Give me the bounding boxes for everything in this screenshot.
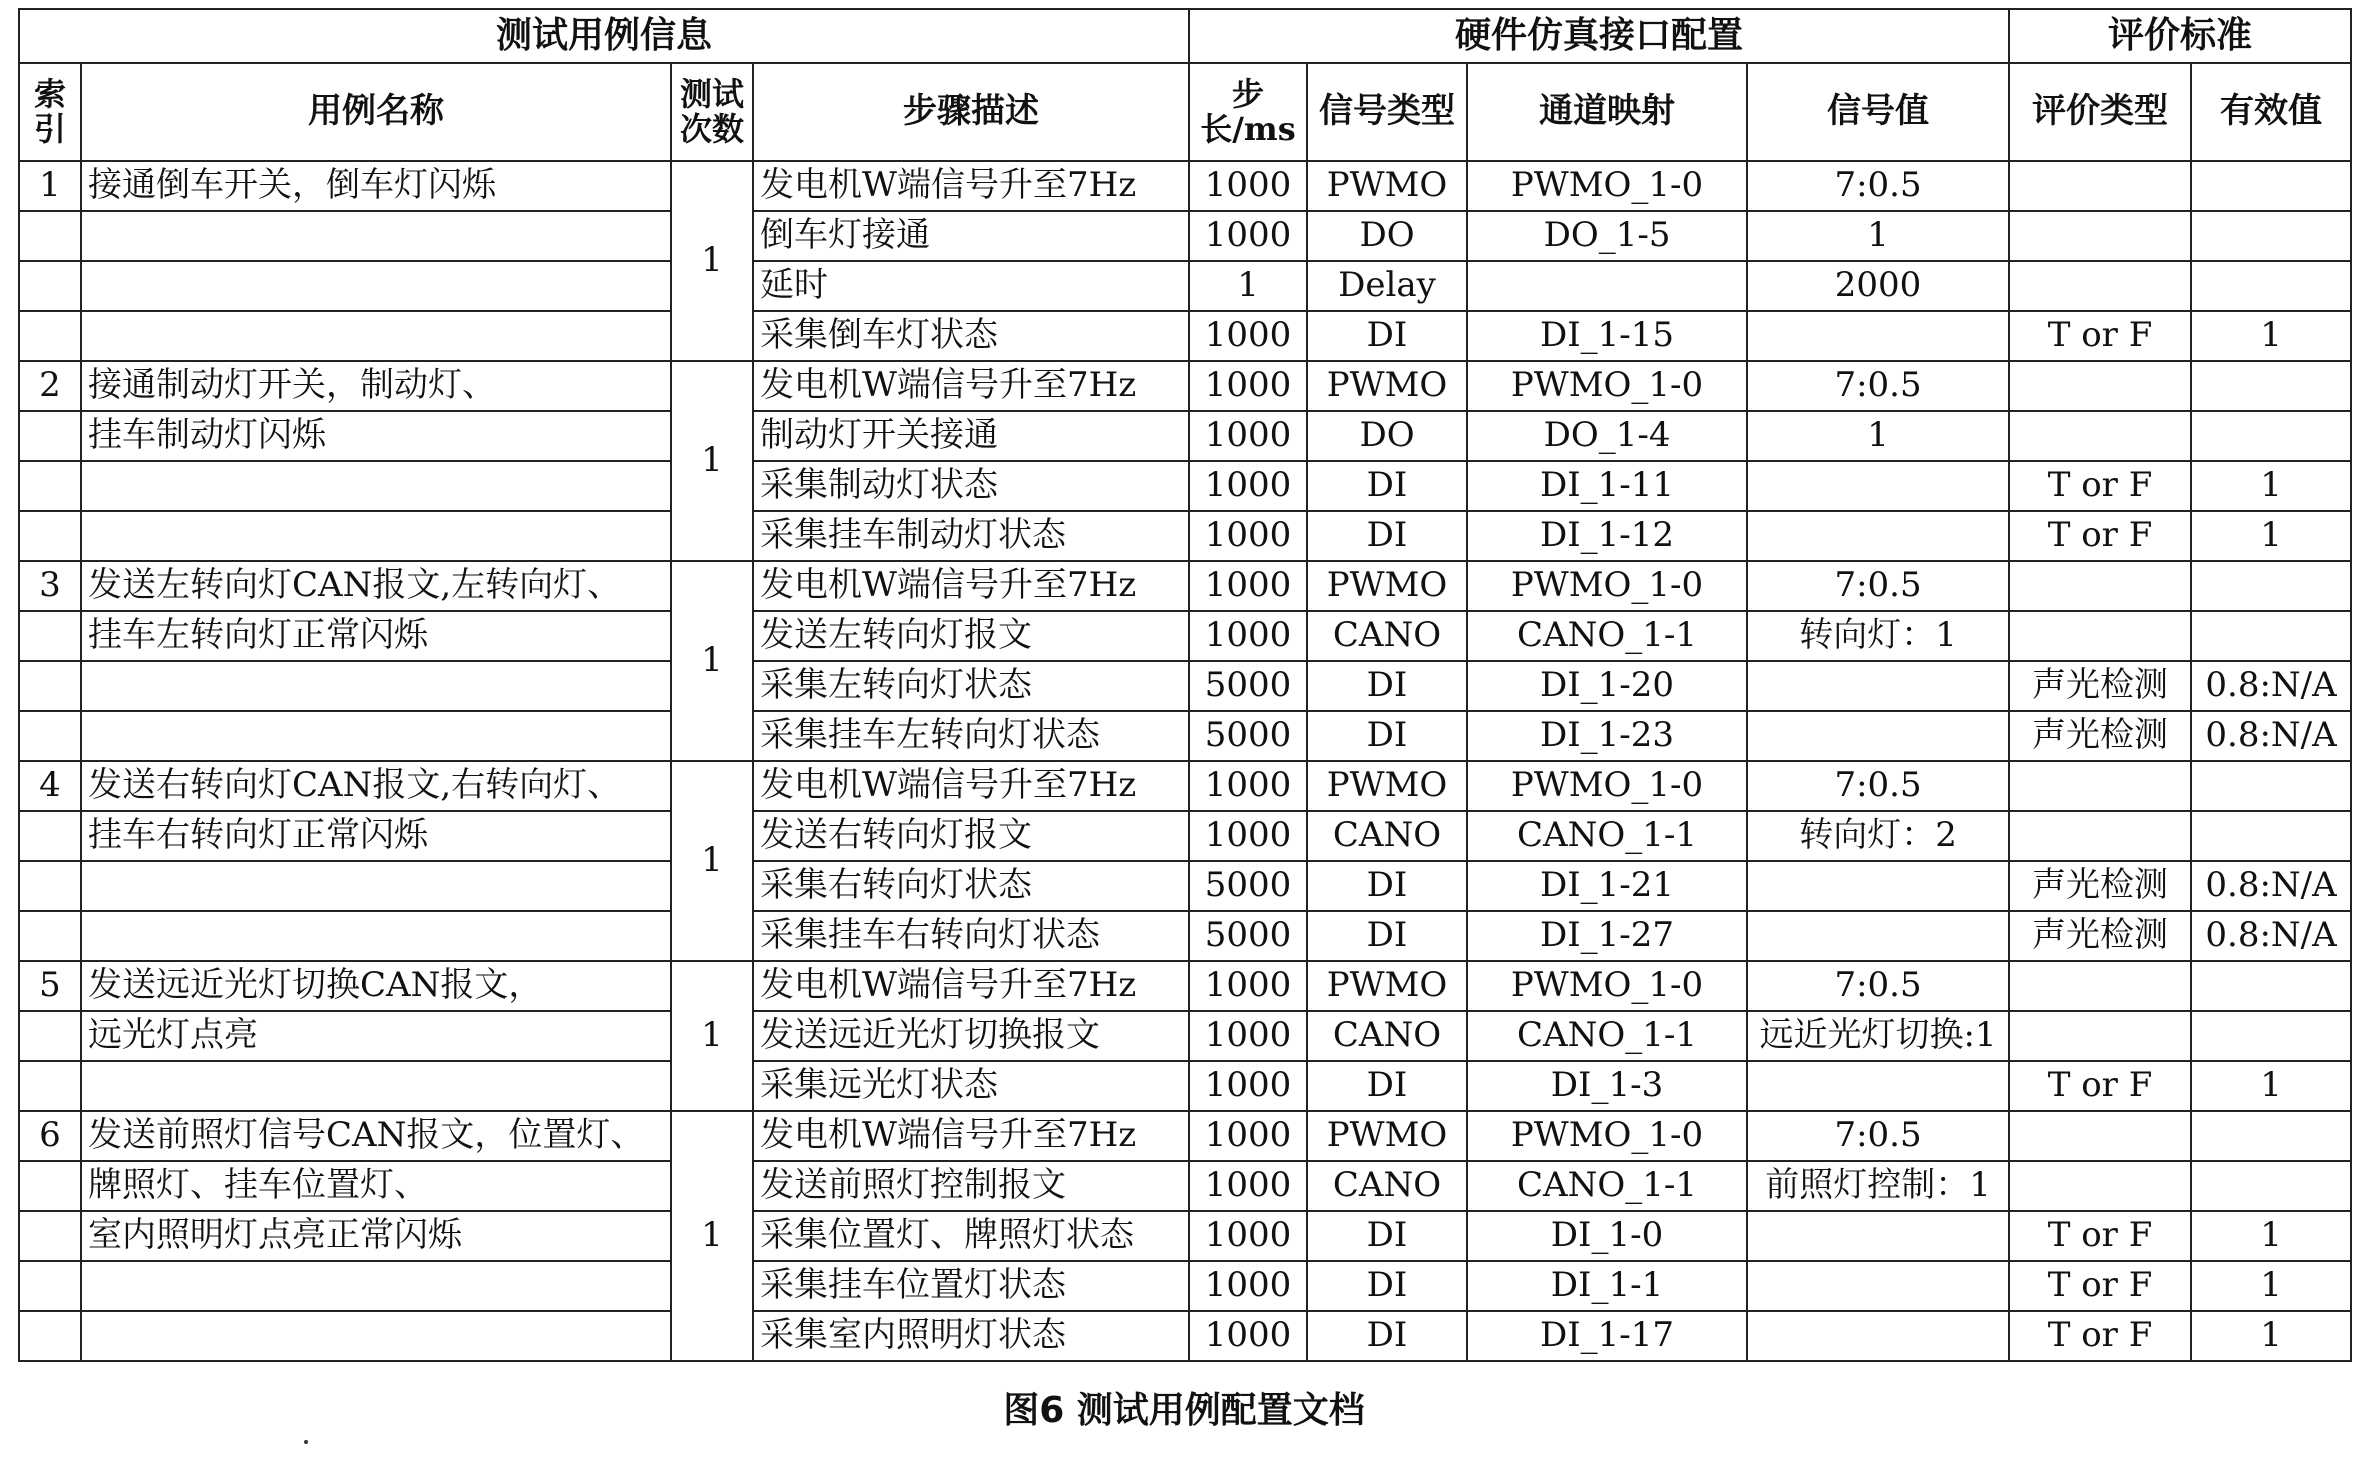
case-index-cell (19, 1061, 81, 1111)
signal-type-cell: DI (1307, 511, 1467, 561)
valid-value-cell: 0.8:N/A (2191, 861, 2351, 911)
eval-type-cell (2009, 1111, 2191, 1161)
channel-cell: DI_1-1 (1467, 1261, 1747, 1311)
eval-type-cell: 声光检测 (2009, 661, 2191, 711)
step-desc-cell: 发电机W端信号升至7Hz (753, 961, 1189, 1011)
case-index-cell (19, 1011, 81, 1061)
col-header-test-count: 测试次数 (671, 63, 753, 161)
signal-value-cell: 1 (1747, 411, 2009, 461)
signal-value-cell: 7:0.5 (1747, 361, 2009, 411)
channel-cell: DO_1-4 (1467, 411, 1747, 461)
channel-cell: PWMO_1-0 (1467, 561, 1747, 611)
signal-value-cell: 转向灯：2 (1747, 811, 2009, 861)
step-desc-cell: 发电机W端信号升至7Hz (753, 161, 1189, 211)
test-count-cell: 1 (671, 361, 753, 561)
signal-value-cell: 2000 (1747, 261, 2009, 311)
test-count-cell: 1 (671, 761, 753, 961)
eval-type-cell (2009, 161, 2191, 211)
signal-value-cell (1747, 1211, 2009, 1261)
case-name-cell: 发送前照灯信号CAN报文，位置灯、 (81, 1111, 671, 1161)
case-name-cell (81, 211, 671, 261)
figure-caption: 图6 测试用例配置文档 (1003, 1390, 1365, 1431)
channel-cell: PWMO_1-0 (1467, 1111, 1747, 1161)
test-case-table (18, 8, 2352, 1362)
step-desc-cell: 制动灯开关接通 (753, 411, 1189, 461)
step-ms-cell: 5000 (1189, 711, 1307, 761)
channel-cell: PWMO_1-0 (1467, 161, 1747, 211)
step-ms-cell: 1000 (1189, 1211, 1307, 1261)
valid-value-cell (2191, 811, 2351, 861)
stray-dot (304, 1440, 308, 1444)
table-row (19, 811, 2351, 861)
case-index-cell: 1 (19, 161, 81, 211)
valid-value-cell: 1 (2191, 311, 2351, 361)
col-header-signal-value: 信号值 (1747, 63, 2009, 161)
table-row (19, 1111, 2351, 1161)
step-ms-cell: 1000 (1189, 161, 1307, 211)
signal-type-cell: PWMO (1307, 561, 1467, 611)
step-desc-cell: 采集倒车灯状态 (753, 311, 1189, 361)
valid-value-cell (2191, 1111, 2351, 1161)
valid-value-cell (2191, 561, 2351, 611)
step-ms-cell: 1000 (1189, 1311, 1307, 1361)
signal-type-cell: DO (1307, 211, 1467, 261)
step-desc-cell: 采集位置灯、牌照灯状态 (753, 1211, 1189, 1261)
table-row (19, 211, 2351, 261)
channel-cell: DO_1-5 (1467, 211, 1747, 261)
case-index-cell (19, 261, 81, 311)
table-row (19, 311, 2351, 361)
table-row (19, 261, 2351, 311)
channel-cell: PWMO_1-0 (1467, 961, 1747, 1011)
step-ms-cell: 5000 (1189, 861, 1307, 911)
signal-value-cell (1747, 911, 2009, 961)
table-row (19, 1011, 2351, 1061)
test-case-body (19, 161, 2351, 1361)
signal-value-cell (1747, 1261, 2009, 1311)
col-header-case-name: 用例名称 (81, 63, 671, 161)
step-desc-cell: 发电机W端信号升至7Hz (753, 1111, 1189, 1161)
signal-type-cell: DI (1307, 1061, 1467, 1111)
eval-type-cell (2009, 211, 2191, 261)
step-ms-cell: 1000 (1189, 1111, 1307, 1161)
valid-value-cell (2191, 211, 2351, 261)
case-name-cell: 发送远近光灯切换CAN报文， (81, 961, 671, 1011)
col-header-signal-type: 信号类型 (1307, 63, 1467, 161)
signal-type-cell: DI (1307, 861, 1467, 911)
step-ms-cell: 1000 (1189, 1011, 1307, 1061)
valid-value-cell (2191, 161, 2351, 211)
step-desc-cell: 采集挂车右转向灯状态 (753, 911, 1189, 961)
case-name-cell: 接通倒车开关，倒车灯闪烁 (81, 161, 671, 211)
case-name-cell (81, 1261, 671, 1311)
case-index-cell (19, 461, 81, 511)
step-desc-cell: 发送左转向灯报文 (753, 611, 1189, 661)
case-index-cell (19, 1161, 81, 1211)
step-ms-cell: 1000 (1189, 961, 1307, 1011)
case-index-cell (19, 411, 81, 461)
eval-type-cell: T or F (2009, 311, 2191, 361)
case-name-cell: 挂车左转向灯正常闪烁 (81, 611, 671, 661)
table-row (19, 761, 2351, 811)
signal-type-cell: DO (1307, 411, 1467, 461)
case-name-cell (81, 461, 671, 511)
signal-type-cell: DI (1307, 911, 1467, 961)
step-desc-cell: 发送前照灯控制报文 (753, 1161, 1189, 1211)
eval-type-cell (2009, 261, 2191, 311)
signal-type-cell: CANO (1307, 611, 1467, 661)
table-row (19, 1161, 2351, 1211)
eval-type-cell (2009, 761, 2191, 811)
step-ms-cell: 1000 (1189, 311, 1307, 361)
valid-value-cell (2191, 361, 2351, 411)
table-row (19, 411, 2351, 461)
step-ms-cell: 5000 (1189, 911, 1307, 961)
eval-type-cell (2009, 611, 2191, 661)
step-desc-cell: 发电机W端信号升至7Hz (753, 361, 1189, 411)
step-ms-cell: 1000 (1189, 561, 1307, 611)
step-ms-cell: 1000 (1189, 761, 1307, 811)
signal-value-cell: 7:0.5 (1747, 561, 2009, 611)
eval-type-cell: T or F (2009, 461, 2191, 511)
case-name-cell (81, 311, 671, 361)
eval-type-cell (2009, 561, 2191, 611)
step-ms-cell: 1000 (1189, 411, 1307, 461)
step-desc-cell: 采集制动灯状态 (753, 461, 1189, 511)
case-name-cell: 发送右转向灯CAN报文,右转向灯、 (81, 761, 671, 811)
case-index-cell (19, 511, 81, 561)
case-index-cell (19, 1261, 81, 1311)
step-ms-cell: 1 (1189, 261, 1307, 311)
case-index-cell: 6 (19, 1111, 81, 1161)
signal-type-cell: PWMO (1307, 961, 1467, 1011)
valid-value-cell (2191, 611, 2351, 661)
eval-type-cell: 声光检测 (2009, 711, 2191, 761)
valid-value-cell: 0.8:N/A (2191, 661, 2351, 711)
signal-value-cell: 7:0.5 (1747, 761, 2009, 811)
col-header-index: 索引 (19, 63, 81, 161)
table-row (19, 1261, 2351, 1311)
step-ms-cell: 1000 (1189, 511, 1307, 561)
channel-cell: DI_1-27 (1467, 911, 1747, 961)
signal-type-cell: DI (1307, 461, 1467, 511)
step-desc-cell: 延时 (753, 261, 1189, 311)
signal-type-cell: DI (1307, 711, 1467, 761)
step-ms-cell: 1000 (1189, 811, 1307, 861)
signal-value-cell (1747, 661, 2009, 711)
eval-type-cell: 声光检测 (2009, 911, 2191, 961)
eval-type-cell: T or F (2009, 1311, 2191, 1361)
signal-value-cell: 转向灯：1 (1747, 611, 2009, 661)
eval-type-cell: T or F (2009, 1261, 2191, 1311)
valid-value-cell: 1 (2191, 1261, 2351, 1311)
step-desc-cell: 采集右转向灯状态 (753, 861, 1189, 911)
channel-cell: DI_1-15 (1467, 311, 1747, 361)
signal-type-cell: CANO (1307, 1161, 1467, 1211)
signal-type-cell: PWMO (1307, 1111, 1467, 1161)
signal-value-cell: 7:0.5 (1747, 961, 2009, 1011)
case-index-cell: 2 (19, 361, 81, 411)
signal-value-cell (1747, 861, 2009, 911)
table-row (19, 661, 2351, 711)
signal-type-cell: DI (1307, 1261, 1467, 1311)
col-header-channel: 通道映射 (1467, 63, 1747, 161)
case-index-cell (19, 861, 81, 911)
channel-cell (1467, 261, 1747, 311)
step-desc-cell: 采集室内照明灯状态 (753, 1311, 1189, 1361)
table-row (19, 161, 2351, 211)
case-index-cell (19, 911, 81, 961)
case-index-cell (19, 1311, 81, 1361)
table-row (19, 861, 2351, 911)
signal-type-cell: PWMO (1307, 361, 1467, 411)
case-name-cell (81, 511, 671, 561)
eval-type-cell (2009, 411, 2191, 461)
eval-type-cell (2009, 811, 2191, 861)
channel-cell: DI_1-17 (1467, 1311, 1747, 1361)
case-name-cell: 远光灯点亮 (81, 1011, 671, 1061)
eval-type-cell: T or F (2009, 1061, 2191, 1111)
signal-type-cell: DI (1307, 661, 1467, 711)
valid-value-cell (2191, 261, 2351, 311)
case-index-cell (19, 311, 81, 361)
signal-type-cell: CANO (1307, 1011, 1467, 1061)
channel-cell: DI_1-21 (1467, 861, 1747, 911)
table-row (19, 911, 2351, 961)
step-ms-cell: 1000 (1189, 611, 1307, 661)
signal-value-cell (1747, 461, 2009, 511)
signal-value-cell (1747, 711, 2009, 761)
signal-type-cell: DI (1307, 1311, 1467, 1361)
valid-value-cell: 1 (2191, 1061, 2351, 1111)
test-count-cell: 1 (671, 561, 753, 761)
case-index-cell (19, 211, 81, 261)
table-row (19, 611, 2351, 661)
table-row (19, 961, 2351, 1011)
table-row (19, 361, 2351, 411)
case-name-cell: 挂车制动灯闪烁 (81, 411, 671, 461)
col-header-step-ms: 步长/ms (1189, 63, 1307, 161)
case-name-cell: 接通制动灯开关，制动灯、 (81, 361, 671, 411)
signal-value-cell (1747, 1311, 2009, 1361)
signal-value-cell (1747, 1061, 2009, 1111)
col-header-valid-value: 有效值 (2191, 63, 2351, 161)
step-desc-cell: 发送远近光灯切换报文 (753, 1011, 1189, 1061)
channel-cell: CANO_1-1 (1467, 811, 1747, 861)
case-name-cell (81, 861, 671, 911)
test-count-cell: 1 (671, 1111, 753, 1361)
signal-value-cell: 远近光灯切换:1 (1747, 1011, 2009, 1061)
step-ms-cell: 5000 (1189, 661, 1307, 711)
step-ms-cell: 1000 (1189, 211, 1307, 261)
test-count-cell: 1 (671, 961, 753, 1111)
signal-type-cell: CANO (1307, 811, 1467, 861)
valid-value-cell (2191, 961, 2351, 1011)
valid-value-cell: 0.8:N/A (2191, 911, 2351, 961)
valid-value-cell: 1 (2191, 511, 2351, 561)
eval-type-cell: T or F (2009, 1211, 2191, 1261)
signal-value-cell: 7:0.5 (1747, 1111, 2009, 1161)
valid-value-cell: 0.8:N/A (2191, 711, 2351, 761)
step-desc-cell: 采集挂车制动灯状态 (753, 511, 1189, 561)
case-name-cell (81, 1061, 671, 1111)
eval-type-cell: 声光检测 (2009, 861, 2191, 911)
column-header-row (19, 63, 2351, 161)
group-header-hw-config: 硬件仿真接口配置 (1189, 9, 2009, 63)
step-ms-cell: 1000 (1189, 361, 1307, 411)
col-header-eval-type: 评价类型 (2009, 63, 2191, 161)
col-header-step-desc: 步骤描述 (753, 63, 1189, 161)
case-name-cell (81, 911, 671, 961)
case-name-cell (81, 711, 671, 761)
signal-type-cell: PWMO (1307, 761, 1467, 811)
eval-type-cell: T or F (2009, 511, 2191, 561)
eval-type-cell (2009, 361, 2191, 411)
channel-cell: DI_1-23 (1467, 711, 1747, 761)
channel-cell: CANO_1-1 (1467, 611, 1747, 661)
valid-value-cell (2191, 411, 2351, 461)
channel-cell: DI_1-3 (1467, 1061, 1747, 1111)
signal-type-cell: Delay (1307, 261, 1467, 311)
channel-cell: PWMO_1-0 (1467, 361, 1747, 411)
case-name-cell (81, 261, 671, 311)
case-index-cell: 4 (19, 761, 81, 811)
table-row (19, 461, 2351, 511)
step-desc-cell: 倒车灯接通 (753, 211, 1189, 261)
case-name-cell: 挂车右转向灯正常闪烁 (81, 811, 671, 861)
valid-value-cell (2191, 1011, 2351, 1061)
signal-value-cell: 1 (1747, 211, 2009, 261)
group-header-case-info: 测试用例信息 (19, 9, 1189, 63)
step-desc-cell: 采集挂车左转向灯状态 (753, 711, 1189, 761)
valid-value-cell: 1 (2191, 461, 2351, 511)
step-ms-cell: 1000 (1189, 1261, 1307, 1311)
table-row (19, 1211, 2351, 1261)
signal-value-cell: 前照灯控制：1 (1747, 1161, 2009, 1211)
signal-value-cell (1747, 511, 2009, 561)
table-row (19, 711, 2351, 761)
channel-cell: CANO_1-1 (1467, 1011, 1747, 1061)
valid-value-cell: 1 (2191, 1211, 2351, 1261)
step-desc-cell: 采集左转向灯状态 (753, 661, 1189, 711)
table-row (19, 1311, 2351, 1361)
channel-cell: DI_1-0 (1467, 1211, 1747, 1261)
step-desc-cell: 发电机W端信号升至7Hz (753, 561, 1189, 611)
case-name-cell (81, 661, 671, 711)
step-desc-cell: 采集远光灯状态 (753, 1061, 1189, 1111)
valid-value-cell (2191, 1161, 2351, 1211)
eval-type-cell (2009, 1011, 2191, 1061)
step-ms-cell: 1000 (1189, 461, 1307, 511)
case-name-cell (81, 1311, 671, 1361)
signal-value-cell: 7:0.5 (1747, 161, 2009, 211)
channel-cell: CANO_1-1 (1467, 1161, 1747, 1211)
table-row (19, 511, 2351, 561)
signal-type-cell: DI (1307, 311, 1467, 361)
case-index-cell (19, 611, 81, 661)
test-case-config-document (18, 8, 2350, 1362)
case-name-cell: 室内照明灯点亮正常闪烁 (81, 1211, 671, 1261)
case-name-cell: 牌照灯、挂车位置灯、 (81, 1161, 671, 1211)
step-desc-cell: 采集挂车位置灯状态 (753, 1261, 1189, 1311)
table-row (19, 561, 2351, 611)
step-desc-cell: 发送右转向灯报文 (753, 811, 1189, 861)
case-index-cell (19, 811, 81, 861)
case-index-cell (19, 661, 81, 711)
table-row (19, 1061, 2351, 1111)
valid-value-cell (2191, 761, 2351, 811)
channel-cell: DI_1-12 (1467, 511, 1747, 561)
case-index-cell (19, 711, 81, 761)
valid-value-cell: 1 (2191, 1311, 2351, 1361)
signal-value-cell (1747, 311, 2009, 361)
channel-cell: DI_1-11 (1467, 461, 1747, 511)
test-count-cell: 1 (671, 161, 753, 361)
case-name-cell: 发送左转向灯CAN报文,左转向灯、 (81, 561, 671, 611)
step-ms-cell: 1000 (1189, 1061, 1307, 1111)
eval-type-cell (2009, 1161, 2191, 1211)
channel-cell: PWMO_1-0 (1467, 761, 1747, 811)
group-header-row (19, 9, 2351, 63)
group-header-eval: 评价标准 (2009, 9, 2351, 63)
case-index-cell: 5 (19, 961, 81, 1011)
signal-type-cell: PWMO (1307, 161, 1467, 211)
step-desc-cell: 发电机W端信号升至7Hz (753, 761, 1189, 811)
signal-type-cell: DI (1307, 1211, 1467, 1261)
channel-cell: DI_1-20 (1467, 661, 1747, 711)
case-index-cell: 3 (19, 561, 81, 611)
case-index-cell (19, 1211, 81, 1261)
eval-type-cell (2009, 961, 2191, 1011)
step-ms-cell: 1000 (1189, 1161, 1307, 1211)
